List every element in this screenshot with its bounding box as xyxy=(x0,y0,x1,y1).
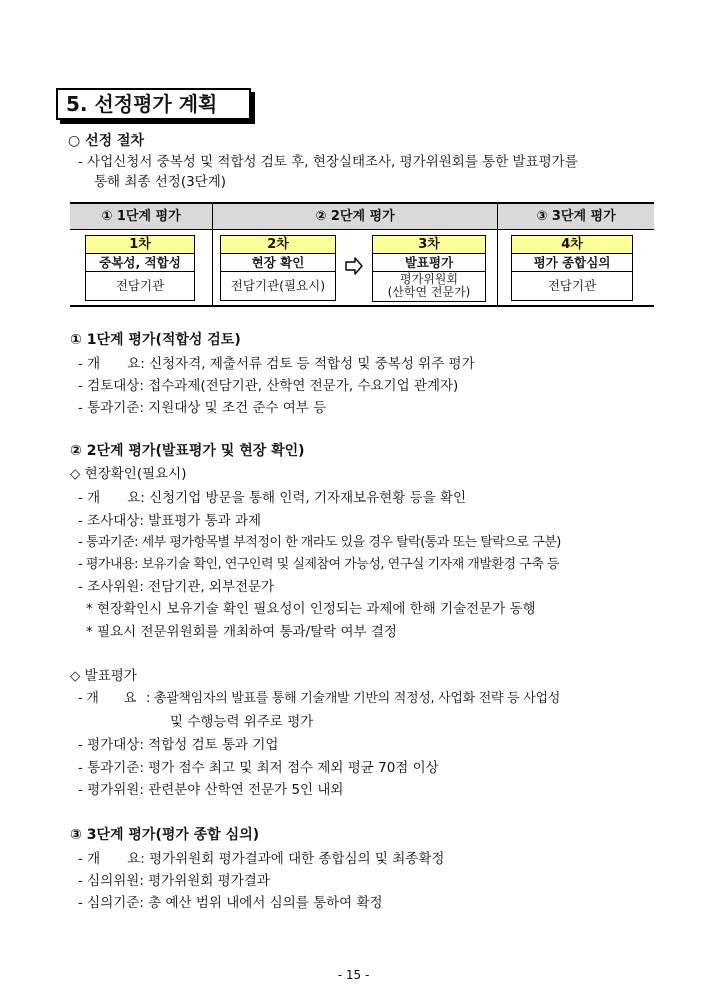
site-check-item xyxy=(78,512,261,530)
step-name: 중복성, 적합성 xyxy=(86,254,194,272)
step-name: 평가 종합심의 xyxy=(512,254,632,272)
step-org: 전담기관(필요시) xyxy=(230,278,326,293)
arrow-right-icon xyxy=(344,256,364,276)
stage1-header: ① 1단계 평가 xyxy=(101,209,181,224)
item-label: - 평가대상 xyxy=(78,737,140,753)
step-name: 발표평가 xyxy=(373,254,485,272)
stage1-heading: ① 1단계 평가(적합성 검토) xyxy=(70,332,241,348)
item-label: - 심의위원 xyxy=(78,873,140,889)
item-label: - 개 요 xyxy=(78,356,141,372)
item-text: : 평가위원회 평가결과에 대한 종합심의 및 최종확정 xyxy=(140,851,445,867)
item-label: - 통과기준 xyxy=(78,760,140,776)
item-label: - 심의기준 xyxy=(78,895,140,911)
process-step-3 xyxy=(372,235,486,302)
process-table xyxy=(70,202,654,307)
step-org-line1: 평가위원회 xyxy=(400,272,458,286)
page-number: - 15 - xyxy=(337,968,370,982)
presentation-item xyxy=(78,759,439,777)
site-check-note: * 필요시 전문위원회를 개최하여 통과/탈락 여부 결정 xyxy=(86,624,397,640)
process-step-1 xyxy=(85,235,195,301)
step-org: 전담기관 xyxy=(547,278,597,293)
selection-process-heading: ○ 선정 절차 xyxy=(68,133,145,149)
site-check-heading: ◇ 현장확인(필요시) xyxy=(70,466,187,482)
process-step-4 xyxy=(511,235,633,301)
item-text: : 신청자격, 제출서류 검토 등 적합성 및 중복성 위주 평가 xyxy=(140,356,475,372)
item-text: : 전담기관, 외부전문가 xyxy=(139,579,275,595)
stage3-header: ③ 3단계 평가 xyxy=(536,209,616,224)
site-check-note: * 현장확인시 보유기술 확인 필요성이 인정되는 과제에 한해 기술전문가 동행 xyxy=(86,601,536,617)
presentation-heading: ◇ 발표평가 xyxy=(70,668,137,684)
item-text: : 적합성 검토 통과 기업 xyxy=(139,737,279,753)
item-label: - 평가내용 xyxy=(78,557,135,572)
stage3-heading: ③ 3단계 평가(평가 종합 심의) xyxy=(70,827,260,843)
item-label: - 개 요 xyxy=(78,490,141,506)
item-text: : 신청기업 방문을 통해 인력, 기자재보유현황 등을 확인 xyxy=(140,490,467,506)
process-table-header xyxy=(70,204,654,230)
step-number: 2차 xyxy=(221,236,335,254)
stage3-item xyxy=(78,894,383,912)
item-text: : 보유기술 확인, 연구인력 및 실제참여 가능성, 연구실 기자재 개발환경 구축 등 xyxy=(134,557,559,572)
step-org: 전담기관 xyxy=(115,278,165,293)
item-text: : 총 예산 범위 내에서 심의를 통하여 확정 xyxy=(139,895,383,911)
stage3-item xyxy=(78,850,444,868)
step-number: 1차 xyxy=(86,236,194,254)
step-org-line2: (산학연 전문가) xyxy=(387,285,471,299)
item-label: - 조사대상 xyxy=(78,513,140,529)
presentation-overview xyxy=(78,690,560,708)
presentation-overview-line2: 및 수행능력 위주로 평가 xyxy=(170,714,314,730)
step-org xyxy=(373,272,485,301)
item-text: : 세부 평가항목별 부적정이 한 개라도 있을 경우 탈락(통과 또는 탈락으로 구분) xyxy=(134,535,561,550)
item-text: : 발표평가 통과 과제 xyxy=(139,513,262,529)
item-text: : 접수과제(전담기관, 산학연 전문가, 수요기업 관계자) xyxy=(139,378,459,394)
stage1-item xyxy=(78,399,326,417)
item-label: - 평가위원 xyxy=(78,782,140,798)
item-label: - 개 요 xyxy=(78,691,137,706)
stage2-header: ② 2단계 평가 xyxy=(315,209,395,224)
item-text: : 평가위원회 평가결과 xyxy=(139,873,270,889)
stage2-heading: ② 2단계 평가(발표평가 및 현장 확인) xyxy=(70,443,305,459)
selection-process-desc-line1: - 사업신청서 중복성 및 적합성 검토 후, 현장실태조사, 평가위원회를 통한 발표평가를 xyxy=(78,154,578,170)
section-title: 5. 선정평가 계획 xyxy=(56,88,251,120)
item-text: : 지원대상 및 조건 준수 여부 등 xyxy=(139,400,327,416)
item-label: - 통과기준 xyxy=(78,535,135,550)
item-label: - 조사위원 xyxy=(78,579,140,595)
item-label: - 통과기준 xyxy=(78,400,140,416)
stage3-item xyxy=(78,872,270,890)
item-text: : 총괄책임자의 발표를 통해 기술개발 기반의 적정성, 사업화 전략 등 사업성 xyxy=(146,691,560,706)
site-check-item xyxy=(78,578,274,596)
site-check-item xyxy=(78,556,559,574)
site-check-item xyxy=(78,534,561,552)
step-name: 현장 확인 xyxy=(221,254,335,272)
table-divider xyxy=(212,204,213,305)
site-check-item xyxy=(78,489,466,507)
presentation-item xyxy=(78,781,343,799)
selection-process-desc-line2: 통해 최종 선정(3단계) xyxy=(94,174,227,190)
table-divider xyxy=(497,204,498,305)
item-text: : 평가 점수 최고 및 최저 점수 제외 평균 70점 이상 xyxy=(139,760,439,776)
presentation-item xyxy=(78,736,278,754)
item-label: - 개 요 xyxy=(78,851,141,867)
stage1-item xyxy=(78,377,458,395)
process-step-2 xyxy=(220,235,336,301)
item-text: : 관련분야 산학연 전문가 5인 내외 xyxy=(139,782,344,798)
item-label: - 검토대상 xyxy=(78,378,140,394)
step-number: 3차 xyxy=(373,236,485,254)
stage1-item xyxy=(78,355,475,373)
step-number: 4차 xyxy=(512,236,632,254)
